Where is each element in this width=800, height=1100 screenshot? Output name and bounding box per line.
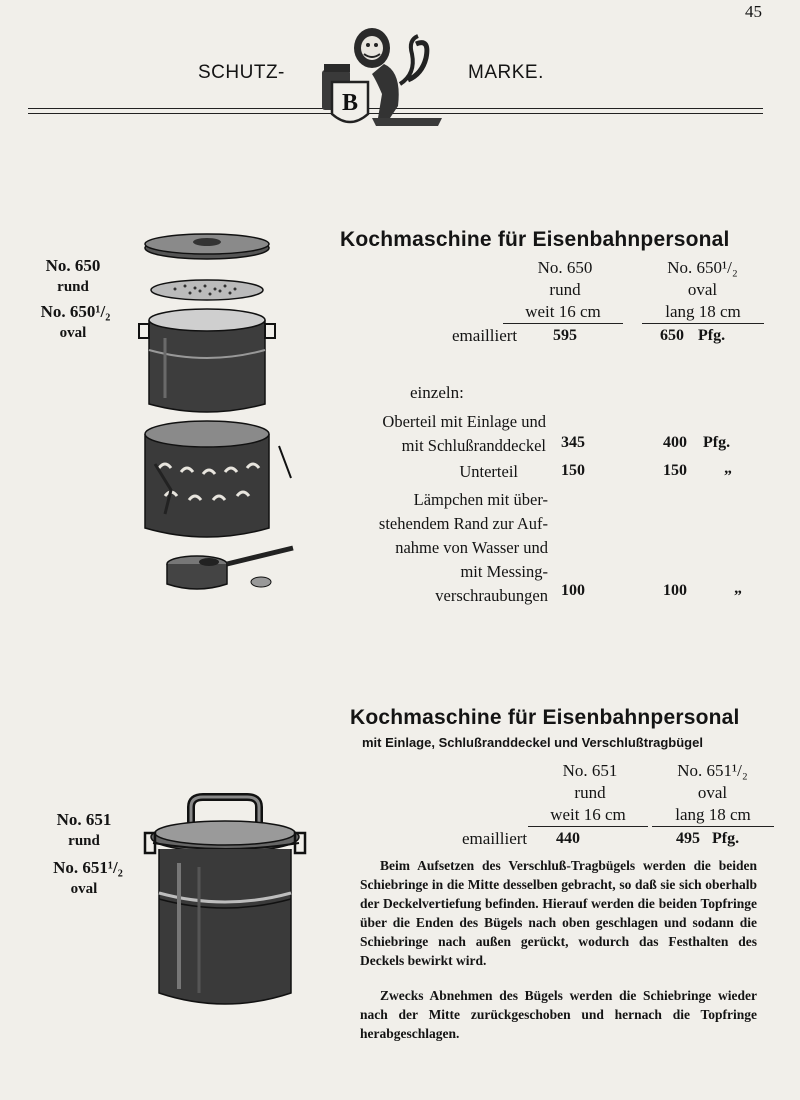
s1-col-a-shape: rund (549, 280, 581, 299)
cooking-machine-650-illustration (135, 228, 305, 598)
s2-price-b: 495 (676, 830, 700, 847)
logo-letter: B (341, 90, 359, 116)
s1-item1-desc: Oberteil mit Einlage und mit Schlußranddeckel (382, 412, 546, 455)
s1-item3-unit: „ (734, 580, 742, 597)
fig1-shape-a: rund (57, 279, 89, 295)
s1-item3-desc: Lämpchen mit über- stehendem Rand zur Auf- nahme von Wasser und mit Messing- verschraubungen (378, 490, 548, 605)
s2-col-b-no: No. 651¹/₂ (677, 761, 748, 780)
s1-item3-price-a: 100 (561, 582, 585, 599)
s1-item1-price-a: 345 (561, 434, 585, 451)
section2-subtitle: mit Einlage, Schlußranddeckel und Verschlußtragbügel (362, 735, 703, 750)
s1-col-b-shape: oval (687, 280, 718, 299)
s2-price-unit: Pfg. (712, 830, 740, 847)
s1-item3-price-b: 100 (663, 582, 687, 599)
fig1-no-b: No. 650¹/₂ (40, 302, 111, 321)
page-number: 45 (745, 2, 762, 21)
s2-paragraph-2: Zwecks Abnehmen des Bügels werden die Schiebringe wieder nach der Mitte zurückgeschoben und hernach die Topfringe herabgeschlagen. (360, 988, 757, 1041)
fig1-no-a: No. 650 (45, 256, 101, 275)
s2-col-b-shape: oval (697, 783, 728, 802)
s1-item1-price-b: 400 (663, 434, 687, 451)
section2-title: Kochmaschine für Eisenbahnpersonal (350, 706, 740, 729)
fig2-shape-a: rund (68, 833, 100, 849)
s1-item1-unit: Pfg. (703, 434, 731, 451)
trademark-logo (312, 14, 452, 129)
header-left-word: SCHUTZ- (198, 62, 285, 83)
fig1-shape-b: oval (59, 325, 87, 341)
fig2-shape-b: oval (70, 881, 98, 897)
s1-price-a: 595 (553, 327, 577, 344)
fig2-no-a: No. 651 (56, 810, 112, 829)
s1-item2-price-b: 150 (663, 462, 687, 479)
s1-price-unit: Pfg. (698, 327, 726, 344)
s1-col-b-dim: lang 18 cm (642, 302, 764, 324)
s1-item2-desc: Unterteil (459, 462, 518, 481)
s1-col-a-dim: weit 16 cm (503, 302, 623, 324)
cooking-machine-651-illustration (143, 793, 311, 1018)
s1-col-a-no: No. 650 (537, 258, 593, 277)
s2-paragraph-1: Beim Aufsetzen des Verschluß-Tragbügels werden die beiden Schiebringe in die Mitte desselben gebracht, so daß sie sich oberhalb der Deckelvertiefung befinden. Hierauf werden die beiden Topfringe über die Enden des Bügels nach oben geschlagen und sodann die Schiebringe nach außen gerückt, wodurch das Festhalten des Deckels bewirkt wird. (360, 858, 757, 968)
section1-title: Kochmaschine für Eisenbahnpersonal (340, 228, 730, 251)
s1-col-b-no: No. 650¹/₂ (667, 258, 738, 277)
s1-finish: emailliert (452, 326, 518, 345)
s2-finish: emailliert (462, 829, 528, 848)
header-right-word: MARKE. (468, 62, 544, 83)
s1-price-b: 650 (660, 327, 684, 344)
fig2-no-b: No. 651¹/₂ (53, 858, 123, 877)
s1-item2-unit: „ (724, 460, 732, 477)
s2-col-a-dim: weit 16 cm (528, 805, 648, 827)
s1-einzeln: einzeln: (410, 383, 464, 402)
s2-col-a-shape: rund (574, 783, 606, 802)
s2-col-b-dim: lang 18 cm (652, 805, 774, 827)
s1-item2-price-a: 150 (561, 462, 585, 479)
s2-price-a: 440 (556, 830, 580, 847)
s2-col-a-no: No. 651 (562, 761, 618, 780)
